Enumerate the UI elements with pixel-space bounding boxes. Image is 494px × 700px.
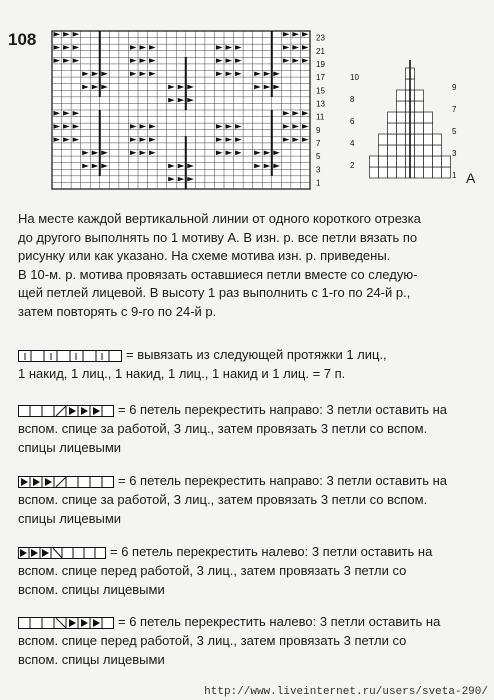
legend-text: = 6 петель перекрестить налево: 3 петли оставить на xyxy=(118,614,441,629)
motif-row-number: 10 xyxy=(350,73,359,82)
legend-text: вспом. спице перед работой, 3 лиц., затем провязать 3 петли со xyxy=(18,563,407,578)
motif-a-chart xyxy=(370,60,451,178)
legend-text: спицы лицевыми xyxy=(18,440,122,455)
symbol-cable-left-alt xyxy=(18,617,114,629)
row-number: 1 xyxy=(316,178,321,188)
legend-item-cross-left-2 xyxy=(18,612,478,669)
motif-row-number: 2 xyxy=(350,161,355,170)
row-number: 17 xyxy=(316,73,325,83)
motif-row-number: 8 xyxy=(350,95,355,104)
motif-row-number: 3 xyxy=(452,149,457,158)
legend-item-cross-right-1 xyxy=(18,400,478,457)
motif-row-number: 5 xyxy=(452,127,457,136)
motif-label: A xyxy=(466,170,476,186)
symbol-cable-right xyxy=(18,405,114,417)
row-number: 15 xyxy=(316,86,325,96)
instructions-line: до другого выполнять по 1 мотиву А. В изн. р. все петли вязать по xyxy=(18,229,418,245)
row-number: 9 xyxy=(316,125,321,135)
source-watermark: http://www.liveinternet.ru/users/sveta-290/ xyxy=(204,686,488,698)
row-number: 13 xyxy=(316,99,325,109)
legend-text: вспом. спице перед работой, 3 лиц., затем провязать 3 петли со xyxy=(18,633,407,648)
motif-row-number: 6 xyxy=(350,117,355,126)
motif-row-number: 1 xyxy=(452,171,457,180)
legend-text: спицы лицевыми xyxy=(18,511,122,526)
legend-text: вспом. спице за работой, 3 лиц., затем провязать 3 петли со вспом. xyxy=(18,492,428,507)
row-number: 3 xyxy=(316,165,321,175)
motif-row-number: 9 xyxy=(452,83,457,92)
instructions-line: щей петлей лицевой. В высоту 1 раз выполнить с 1-го по 24-й р., xyxy=(18,285,411,301)
instructions-line: На месте каждой вертикальной линии от одного короткого отрезка xyxy=(18,211,421,226)
legend-text: 1 накид, 1 лиц., 1 накид, 1 лиц., 1 накид и 1 лиц. = 7 п. xyxy=(18,366,346,381)
legend-text: вспом. спицы лицевыми xyxy=(18,652,165,667)
instructions-line: рисунку или как указано. На схеме мотива изн. р. приведены. xyxy=(18,248,391,264)
row-number: 23 xyxy=(316,33,325,43)
legend-text: = 6 петель перекрестить направо: 3 петли оставить на xyxy=(118,402,448,417)
row-number: 11 xyxy=(316,112,325,122)
row-number: 7 xyxy=(316,138,321,148)
legend-text: = вывязать из следующей протяжки 1 лиц., xyxy=(126,347,387,362)
instructions-line: В 10-м. р. мотива провязать оставшиеся петли вместе со следую- xyxy=(18,266,418,282)
row-number: 5 xyxy=(316,152,321,162)
legend-text: вспом. спицы лицевыми xyxy=(18,582,165,597)
legend-text: вспом. спице за работой, 3 лиц., затем провязать 3 петли со вспом. xyxy=(18,421,428,436)
symbol-cable-left xyxy=(18,547,106,559)
symbol-seven-stitch-increase xyxy=(18,350,122,362)
motif-row-number: 7 xyxy=(452,105,457,114)
instructions-text xyxy=(18,210,480,322)
row-number: 19 xyxy=(316,59,325,69)
main-stitch-chart xyxy=(52,31,310,189)
instructions-line: затем повторять с 9-го по 24-й р. xyxy=(18,303,217,319)
legend-item-increase xyxy=(18,345,478,383)
knitting-charts xyxy=(0,0,494,200)
legend-item-cross-right-2 xyxy=(18,471,478,528)
symbol-cable-right-alt xyxy=(18,476,114,488)
row-number: 21 xyxy=(316,46,325,56)
page-number: 108 xyxy=(8,30,37,49)
motif-row-number: 4 xyxy=(350,139,355,148)
legend-text: = 6 петель перекрестить направо: 3 петли оставить на xyxy=(118,473,448,488)
legend-item-cross-left-1 xyxy=(18,542,478,599)
main-chart-row-numbers xyxy=(316,34,325,188)
legend-text: = 6 петель перекрестить налево: 3 петли оставить на xyxy=(110,544,433,559)
